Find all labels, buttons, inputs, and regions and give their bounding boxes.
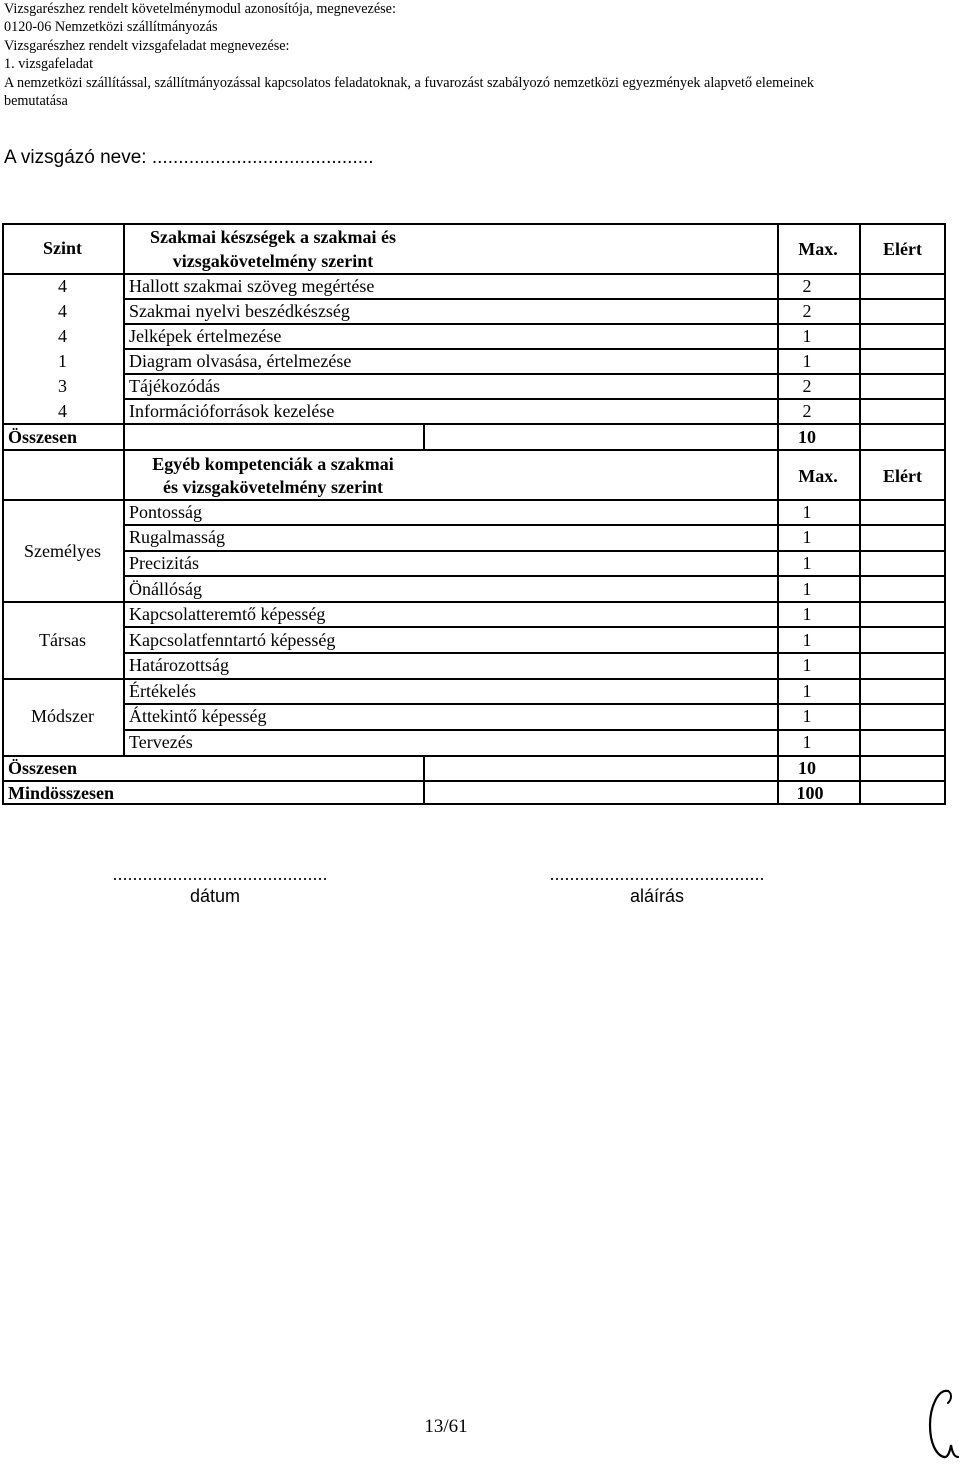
- rule: [123, 626, 946, 628]
- row-max: 2: [802, 376, 812, 396]
- group-method: Módszer: [31, 706, 94, 726]
- column-header-competencies-cont: és vizsgakövetelmény szerint: [163, 477, 383, 497]
- handwritten-initials-mark: [918, 1385, 960, 1465]
- rule: [2, 601, 946, 603]
- grand-total-label: Mindösszesen: [8, 783, 115, 803]
- row-max: 1: [802, 579, 812, 599]
- row-max: 1: [802, 502, 812, 522]
- column-header-max: Max.: [798, 239, 838, 259]
- total-value: 10: [798, 427, 816, 447]
- row-max: 1: [802, 604, 812, 624]
- row-label: Kapcsolatteremtő képesség: [129, 604, 326, 624]
- row-max: 2: [802, 301, 812, 321]
- header-task-label: Vizsgarészhez rendelt vizsgafeladat megnevezése:: [4, 37, 290, 54]
- total-value: 10: [798, 758, 816, 778]
- row-max: 2: [802, 401, 812, 421]
- row-max: 1: [802, 681, 812, 701]
- row-max: 2: [802, 276, 812, 296]
- rule: [2, 678, 946, 680]
- column-header-skills: Szakmai készségek a szakmai és: [150, 227, 396, 247]
- header-task-number: 1. vizsgafeladat: [4, 56, 94, 73]
- row-max: 1: [802, 553, 812, 573]
- row-max: 1: [802, 527, 812, 547]
- row-label: Rugalmasság: [129, 527, 225, 547]
- column-header-achieved: Elért: [883, 239, 922, 259]
- rule: [123, 575, 946, 577]
- column-header-achieved: Elért: [883, 466, 922, 486]
- group-personal: Személyes: [24, 541, 101, 561]
- row-label: Diagram olvasása, értelmezése: [129, 351, 352, 371]
- rule: [123, 524, 946, 526]
- row-max: 1: [802, 732, 812, 752]
- date-label: dátum: [189, 886, 241, 906]
- rule: [123, 398, 946, 400]
- row-label: Áttekintő képesség: [129, 706, 267, 726]
- header-module-label: Vizsgarészhez rendelt követelménymodul azonosítója, megnevezése:: [4, 1, 396, 17]
- rule: [123, 348, 946, 350]
- row-level: 4: [58, 276, 67, 296]
- rule: [123, 373, 946, 375]
- row-level: 4: [58, 326, 67, 346]
- row-label: Értékelés: [129, 681, 196, 701]
- row-max: 1: [802, 326, 812, 346]
- rule: [123, 323, 946, 325]
- rule: [2, 273, 946, 275]
- row-label: Kapcsolatfenntartó képesség: [129, 630, 336, 650]
- row-level: 3: [58, 376, 67, 396]
- rule: [2, 780, 946, 782]
- row-label: Információforrások kezelése: [129, 401, 335, 421]
- evaluation-table: [2, 223, 946, 805]
- rule: [123, 729, 946, 731]
- row-label: Precizitás: [129, 553, 199, 573]
- row-label: Tájékozódás: [129, 376, 220, 396]
- column-header-level: Szint: [42, 238, 82, 258]
- page-number: 13/61: [424, 1416, 468, 1437]
- date-dots: ...........................................: [112, 864, 328, 884]
- rule: [123, 652, 946, 654]
- row-label: Hallott szakmai szöveg megértése: [129, 276, 375, 296]
- row-level: 1: [58, 351, 67, 371]
- header-task-title-cont: bemutatása: [4, 93, 68, 110]
- signature-label: aláírás: [629, 886, 685, 906]
- document-header: [4, 0, 954, 110]
- row-max: 1: [802, 630, 812, 650]
- row-label: Határozottság: [129, 655, 229, 675]
- examinee-name-field: A vizsgázó neve: ..........................................: [4, 147, 374, 168]
- rule: [123, 298, 946, 300]
- row-max: 1: [802, 655, 812, 675]
- row-label: Önállóság: [129, 579, 202, 599]
- rule: [2, 423, 946, 425]
- total-label: Összesen: [8, 758, 77, 778]
- rule: [2, 755, 946, 757]
- column-header-skills-cont: vizsgakövetelmény szerint: [172, 251, 374, 271]
- divider-achieved: [859, 223, 861, 805]
- rule: [123, 703, 946, 705]
- row-max: 1: [802, 351, 812, 371]
- header-module-name: 0120-06 Nemzetközi szállítmányozás: [4, 19, 218, 36]
- rule: [2, 449, 946, 451]
- grand-total-value: 100: [796, 783, 824, 803]
- rule: [123, 550, 946, 552]
- row-label: Pontosság: [129, 502, 203, 522]
- row-label: Tervezés: [129, 732, 193, 752]
- rule: [2, 499, 946, 501]
- row-level: 4: [58, 301, 67, 321]
- header-task-title: A nemzetközi szállítással, szállítmányozással kapcsolatos feladatoknak, a fuvarozást szabályozó nemzetközi egyezmények alapvető elemeinek: [4, 74, 814, 91]
- row-label: Szakmai nyelvi beszédkészség: [129, 301, 350, 321]
- row-max: 1: [802, 706, 812, 726]
- group-social: Társas: [39, 630, 86, 650]
- signature-dots: ...........................................: [549, 864, 765, 884]
- divider-max-left-top: [423, 423, 425, 449]
- total-label: Összesen: [8, 427, 77, 447]
- column-header-competencies: Egyéb kompetenciák a szakmai: [152, 454, 394, 474]
- row-label: Jelképek értelmezése: [129, 326, 282, 346]
- row-level: 4: [58, 401, 67, 421]
- column-header-max: Max.: [798, 466, 838, 486]
